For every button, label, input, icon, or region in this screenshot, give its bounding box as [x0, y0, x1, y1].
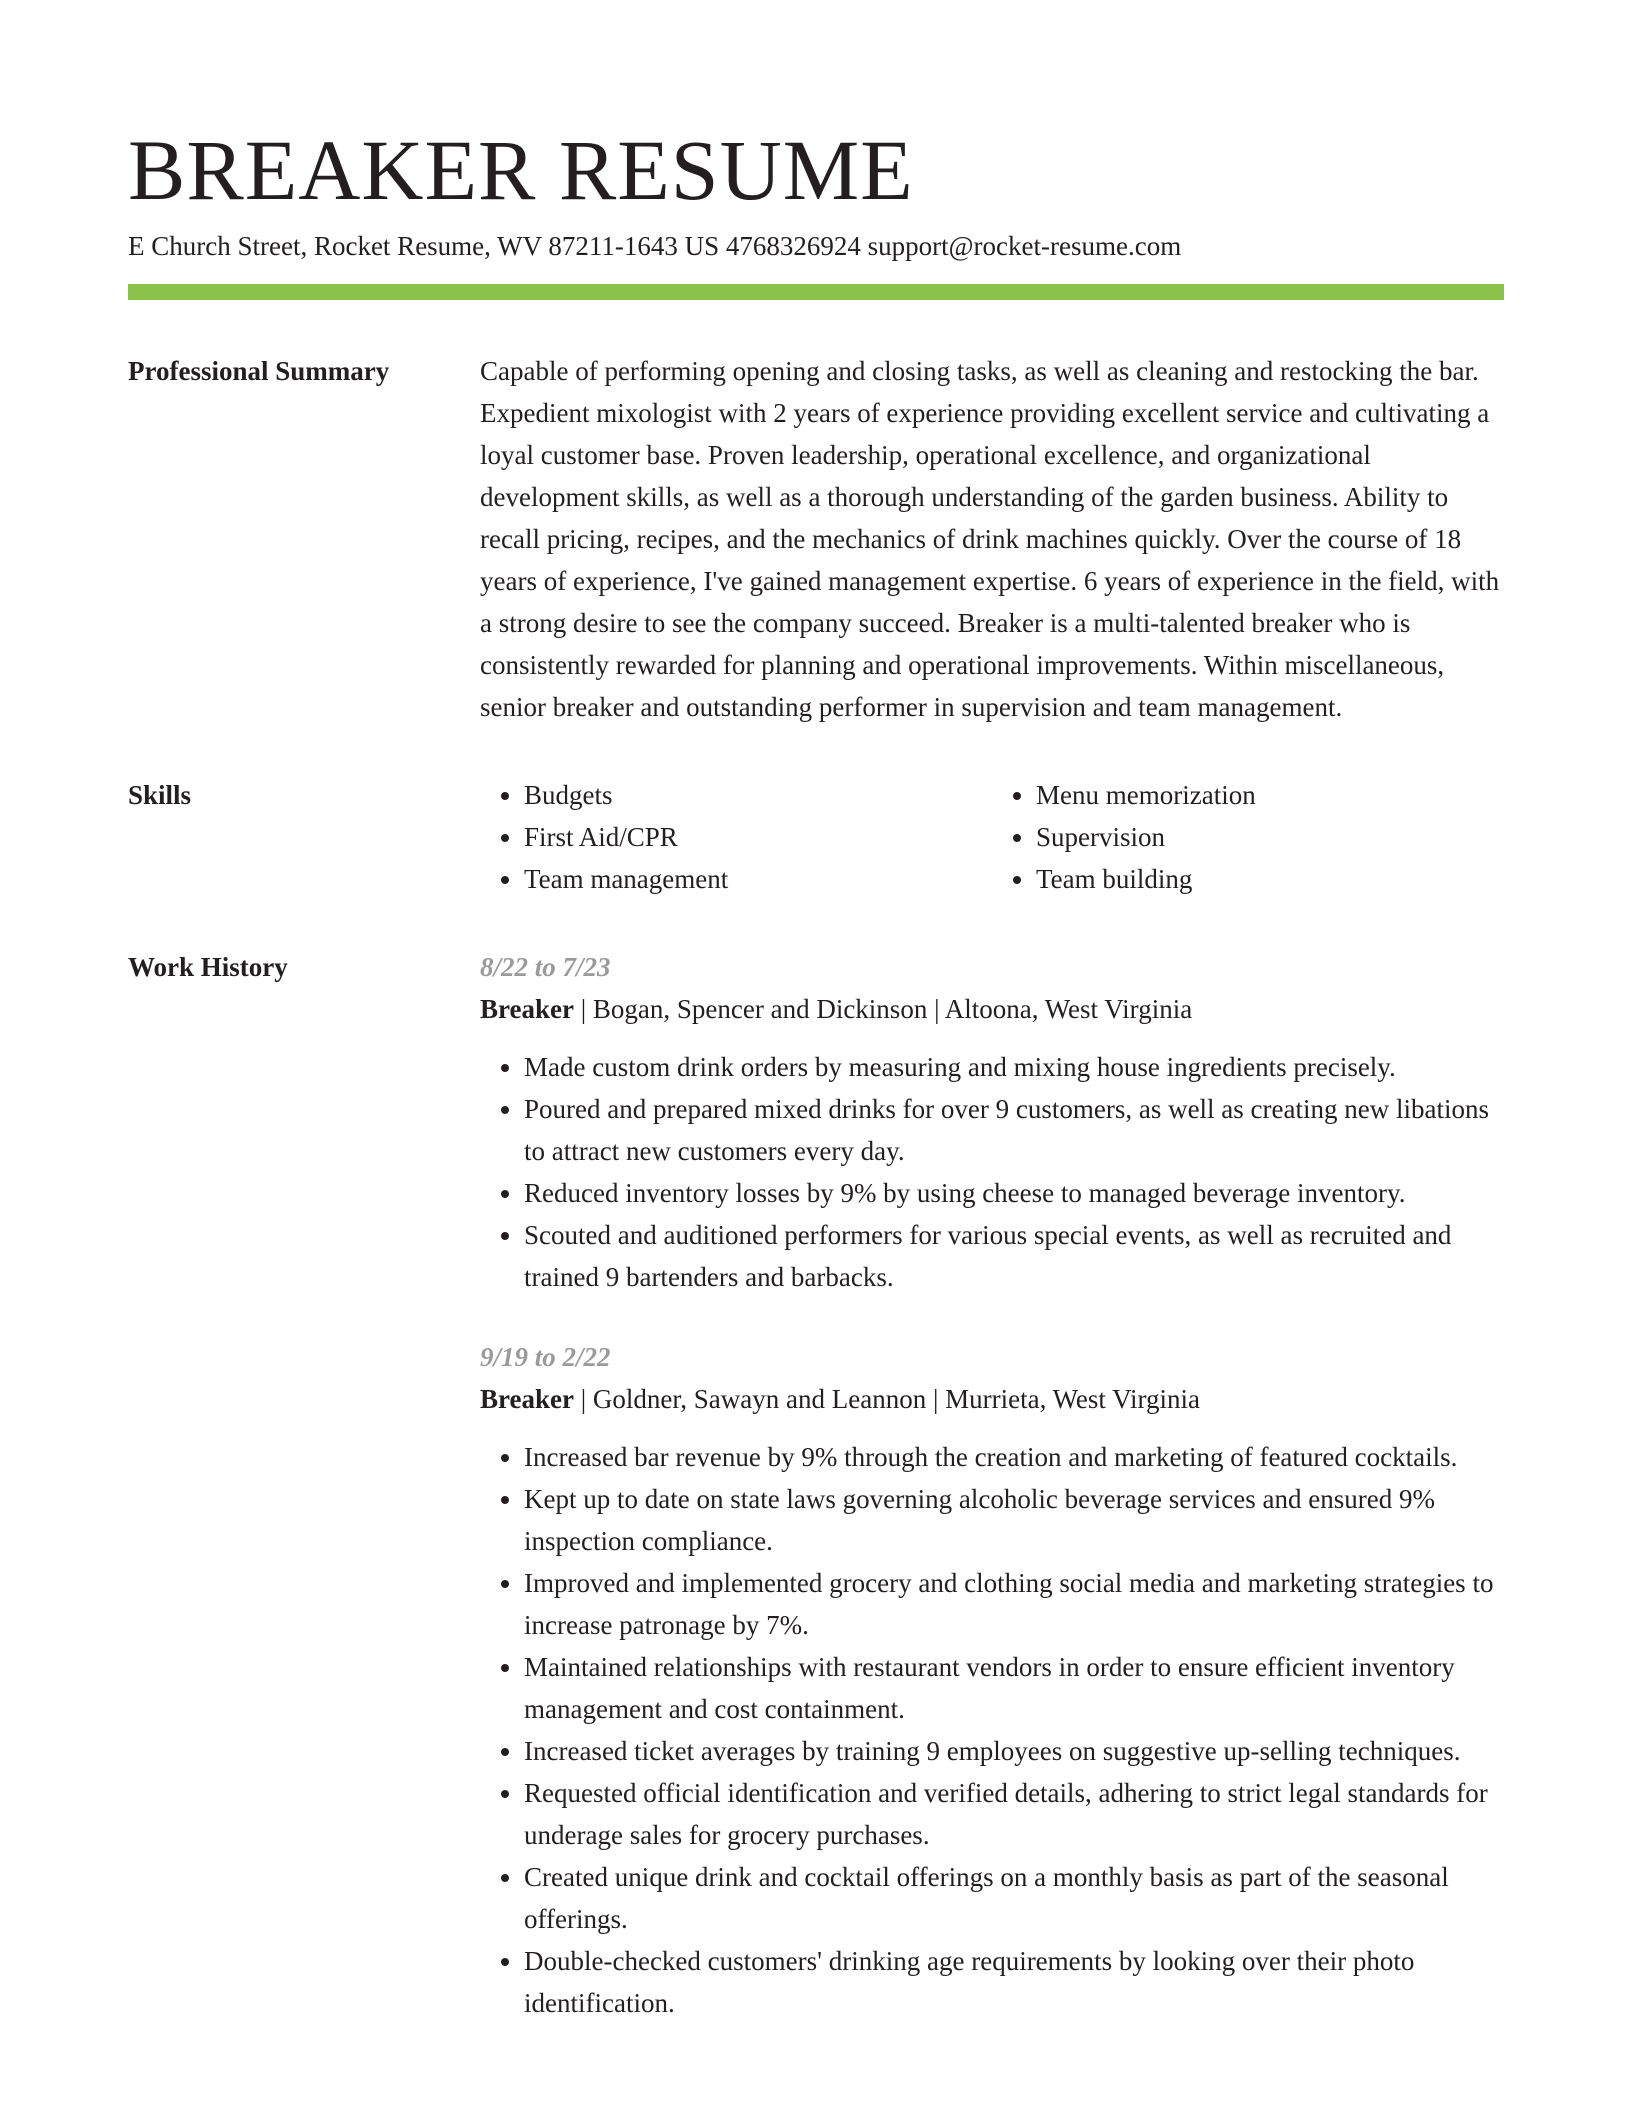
job-entry — [480, 946, 1504, 1298]
job-heading — [480, 1378, 1504, 1420]
section-heading-skills: Skills — [128, 780, 192, 810]
job-dates: 9/19 to 2/22 — [480, 1342, 611, 1372]
job-bullet: • Double-checked customers' drinking age requirements by looking over their photo identification. — [524, 1940, 1504, 2024]
skill-item: • Menu memorization — [1036, 774, 1504, 816]
skills-list-left — [480, 774, 992, 900]
job-bullet: • Increased ticket averages by training 9 employees on suggestive up-selling techniques. — [524, 1730, 1504, 1772]
skill-item: • Budgets — [524, 774, 992, 816]
job-details: | Bogan, Spencer and Dickinson | Altoona, West Virginia — [573, 994, 1193, 1024]
job-bullet: • Poured and prepared mixed drinks for over 9 customers, as well as creating new libations to attract new customers every day. — [524, 1088, 1504, 1172]
job-details: | Goldner, Sawayn and Leannon | Murrieta, West Virginia — [573, 1384, 1201, 1414]
skill-item: • Team building — [1036, 858, 1504, 900]
section-heading-work-history: Work History — [128, 952, 288, 982]
job-bullet: • Increased bar revenue by 9% through the creation and marketing of featured cocktails. — [524, 1436, 1504, 1478]
job-bullet: • Made custom drink orders by measuring and mixing house ingredients precisely. — [524, 1046, 1504, 1088]
job-dates: 8/22 to 7/23 — [480, 952, 611, 982]
job-heading — [480, 988, 1504, 1030]
job-bullet: • Created unique drink and cocktail offerings on a monthly basis as part of the seasonal offerings. — [524, 1856, 1504, 1940]
job-bullet: • Maintained relationships with restaurant vendors in order to ensure efficient inventory management and cost containment. — [524, 1646, 1504, 1730]
skill-item: • Team management — [524, 858, 992, 900]
job-role: Breaker — [480, 994, 574, 1024]
skill-item: • First Aid/CPR — [524, 816, 992, 858]
job-bullets — [480, 1046, 1504, 1298]
section-heading-summary: Professional Summary — [128, 356, 390, 386]
skill-item: • Supervision — [1036, 816, 1504, 858]
job-bullet: • Requested official identification and verified details, adhering to strict legal standards for underage sales for grocery purchases. — [524, 1772, 1504, 1856]
job-bullets — [480, 1436, 1504, 2024]
job-bullet: • Improved and implemented grocery and clothing social media and marketing strategies to increase patronage by 7%. — [524, 1562, 1504, 1646]
professional-summary-section — [128, 350, 1504, 728]
resume-title: BREAKER RESUME — [128, 122, 914, 218]
accent-divider — [128, 284, 1504, 300]
job-role: Breaker — [480, 1384, 574, 1414]
resume-page — [128, 120, 1504, 2062]
job-entry — [480, 1336, 1504, 2024]
work-history-section — [128, 946, 1504, 2062]
skills-section — [128, 774, 1504, 900]
job-bullet: • Scouted and auditioned performers for various special events, as well as recruited and trained 9 bartenders and barbacks. — [524, 1214, 1504, 1298]
job-bullet: • Reduced inventory losses by 9% by using cheese to managed beverage inventory. — [524, 1172, 1504, 1214]
contact-line: E Church Street, Rocket Resume, WV 87211-1643 US 4768326924 support@rocket-resume.com — [128, 231, 1182, 261]
skills-list-right — [992, 774, 1504, 900]
summary-text: Capable of performing opening and closing tasks, as well as cleaning and restocking the bar. Expedient mixologist with 2 years of experience providing excellent service and cultivating a loyal customer base. Proven leadership, operational excellence, and organizational development skills, as well as a thorough understanding of the garden business. Ability to recall pricing, recipes, and the mechanics of drink machines quickly. Over the course of 18 years of experience, I've gained management expertise. 6 years of experience in the field, with a strong desire to see the company succeed. Breaker is a multi-talented breaker who is consistently rewarded for planning and operational improvements. Within miscellaneous, senior breaker and outstanding performer in supervision and team management. — [480, 356, 1500, 722]
job-bullet: • Kept up to date on state laws governing alcoholic beverage services and ensured 9% inspection compliance. — [524, 1478, 1504, 1562]
